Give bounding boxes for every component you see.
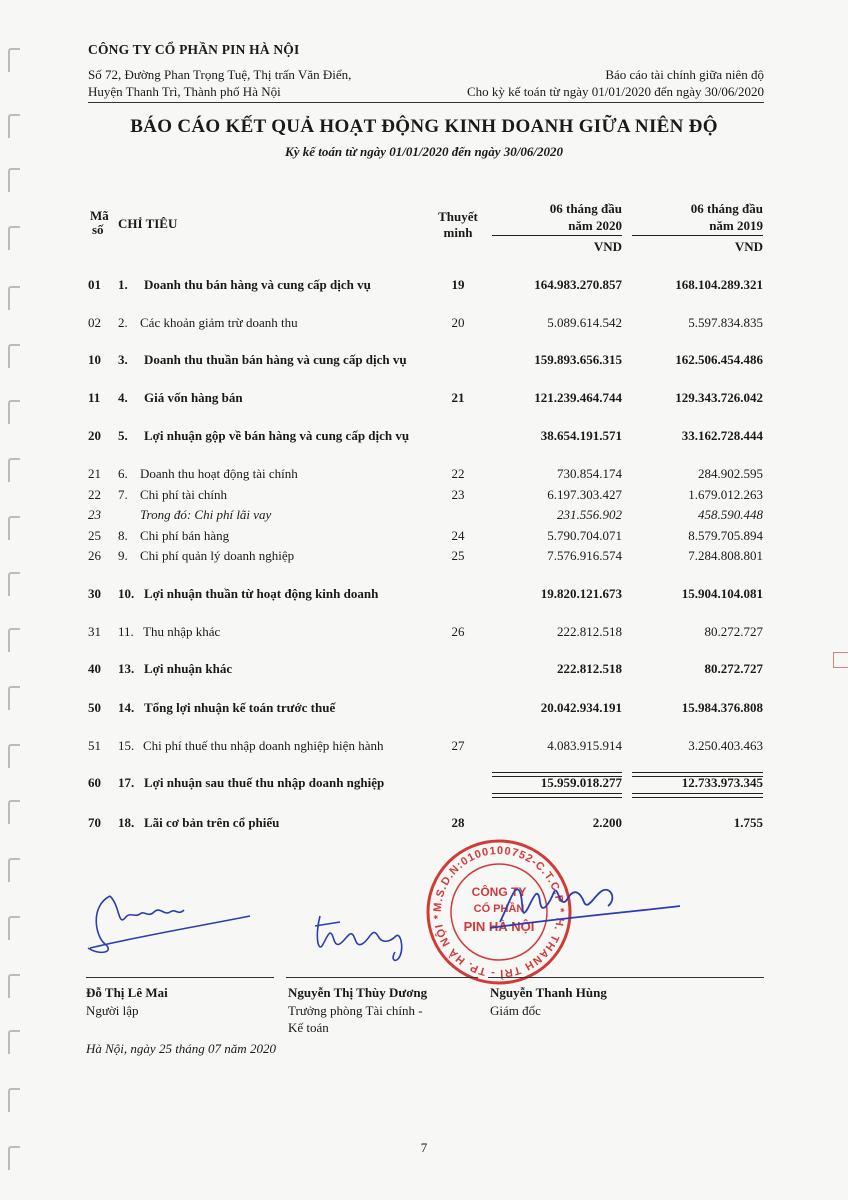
indicator-header: CHỈ TIÊU <box>118 216 178 231</box>
row-value-2020: 6.197.303.427 <box>547 487 622 502</box>
table-row <box>0 352 848 370</box>
row-number: 2. <box>118 315 128 330</box>
col-2019-header-l1: 06 tháng đầu <box>690 201 763 216</box>
table-row <box>0 390 848 408</box>
table-row <box>0 315 848 333</box>
row-number: 15. <box>118 738 135 753</box>
table-row <box>0 466 848 484</box>
row-label: Lợi nhuận gộp về bán hàng và cung cấp dịch vụ <box>144 428 410 443</box>
row-code: 11 <box>88 390 101 405</box>
col-2019-currency: VND <box>734 239 763 254</box>
row-number: 3. <box>118 352 128 367</box>
report-type: Báo cáo tài chính giữa niên độ <box>605 67 764 82</box>
row-value-2020: 164.983.270.857 <box>534 277 622 292</box>
total-rule-2020 <box>492 793 622 798</box>
row-number: 11. <box>118 624 134 639</box>
row-label: Trong đó: Chi phí lãi vay <box>140 507 272 522</box>
table-row <box>0 548 848 566</box>
row-code: 26 <box>88 548 101 563</box>
row-code: 22 <box>88 487 101 502</box>
row-value-2019: 168.104.289.321 <box>675 277 763 292</box>
note-header-l1: Thuyết <box>438 209 478 224</box>
col-2020-underline <box>492 235 622 236</box>
row-code: 23 <box>88 507 101 522</box>
row-value-2020: 4.083.915.914 <box>547 738 622 753</box>
stamp-line-2: CỔ PHẦN <box>473 903 525 915</box>
row-value-2019: 33.162.728.444 <box>681 428 763 443</box>
page-number: 7 <box>420 1140 428 1155</box>
row-value-2020: 5.790.704.071 <box>547 528 622 543</box>
row-label: Lãi cơ bản trên cổ phiếu <box>144 815 280 830</box>
code-header-l1: Mã <box>90 208 109 223</box>
row-code: 70 <box>88 815 101 830</box>
row-value-2019: 162.506.454.486 <box>675 352 763 367</box>
period-line: Cho kỳ kế toán từ ngày 01/01/2020 đến ngày 30/06/2020 <box>467 84 764 99</box>
row-code: 20 <box>88 428 101 443</box>
row-number: 7. <box>118 487 128 502</box>
row-label: Chi phí bán hàng <box>140 528 230 543</box>
director-sign-line <box>488 977 764 978</box>
row-value-2020: 7.576.916.574 <box>547 548 622 563</box>
row-note: 22 <box>451 466 465 481</box>
row-value-2019: 284.902.595 <box>698 466 763 481</box>
table-row <box>0 624 848 642</box>
row-label: Doanh thu hoạt động tài chính <box>140 466 298 481</box>
row-value-2019: 3.250.403.463 <box>688 738 763 753</box>
row-value-2019: 80.272.727 <box>704 661 763 676</box>
row-number: 13. <box>118 661 135 676</box>
row-label: Chi phí thuế thu nhập doanh nghiệp hiện hành <box>143 738 384 753</box>
stamp-line-3: PIN HÀ NỘI <box>463 919 535 934</box>
table-row <box>0 738 848 756</box>
row-label: Doanh thu thuần bán hàng và cung cấp dịch vụ <box>144 352 407 367</box>
table-row <box>0 277 848 295</box>
row-code: 21 <box>88 466 101 481</box>
company-name: CÔNG TY CỔ PHẦN PIN HÀ NỘI <box>88 42 300 57</box>
accountant-role-line-1: Trưởng phòng Tài chính - <box>288 1003 423 1018</box>
row-code: 31 <box>88 624 101 639</box>
col-2019-header-l2: năm 2019 <box>709 218 763 233</box>
row-value-2019: 129.343.726.042 <box>675 390 763 405</box>
accountant-sign-line <box>286 977 478 978</box>
row-code: 10 <box>88 352 101 367</box>
row-note: 19 <box>451 277 465 292</box>
row-value-2020: 5.089.614.542 <box>547 315 622 330</box>
row-value-2020: 159.893.656.315 <box>534 352 622 367</box>
page-title: BÁO CÁO KẾT QUẢ HOẠT ĐỘNG KINH DOANH GIỮA NIÊN ĐỘ <box>130 116 718 137</box>
table-row <box>0 586 848 604</box>
stamp-ring-text: M.S.D.N:0100100752-C.T.C.P * H. THANH TRÌ - TP. HÀ NỘI * <box>431 844 567 980</box>
row-number: 9. <box>118 548 128 563</box>
row-number: 17. <box>118 775 135 790</box>
table-row <box>0 428 848 446</box>
row-code: 60 <box>88 775 101 790</box>
director-role: Giám đốc <box>490 1003 541 1018</box>
col-2019-underline <box>632 235 763 236</box>
row-value-2019: 15.904.104.081 <box>681 586 763 601</box>
row-label: Lợi nhuận sau thuế thu nhập doanh nghiệp <box>144 775 385 790</box>
row-number: 1. <box>118 277 128 292</box>
row-label: Doanh thu bán hàng và cung cấp dịch vụ <box>144 277 371 292</box>
page-subtitle: Kỳ kế toán từ ngày 01/01/2020 đến ngày 30/06/2020 <box>285 144 563 159</box>
row-label: Thu nhập khác <box>143 624 221 639</box>
row-value-2019: 5.597.834.835 <box>688 315 763 330</box>
row-label: Giá vốn hàng bán <box>144 390 243 405</box>
row-note: 21 <box>451 390 465 405</box>
address-line-1: Số 72, Đường Phan Trọng Tuệ, Thị trấn Văn Điển, <box>88 67 352 82</box>
row-note: 23 <box>451 487 465 502</box>
preparer-sign-line <box>86 977 274 978</box>
note-header-l2: minh <box>443 225 473 240</box>
table-row <box>0 487 848 505</box>
row-code: 25 <box>88 528 101 543</box>
code-header-l2: số <box>92 222 104 237</box>
row-value-2020: 19.820.121.673 <box>540 586 622 601</box>
row-code: 01 <box>88 277 101 292</box>
row-code: 51 <box>88 738 101 753</box>
row-code: 40 <box>88 661 101 676</box>
place-date: Hà Nội, ngày 25 tháng 07 năm 2020 <box>86 1041 276 1056</box>
address-line-2: Huyện Thanh Trì, Thành phố Hà Nội <box>88 84 281 99</box>
row-label: Các khoản giảm trừ doanh thu <box>140 315 298 330</box>
row-label: Lợi nhuận thuần từ hoạt động kinh doanh <box>144 586 379 601</box>
row-label: Tổng lợi nhuận kế toán trước thuế <box>144 700 336 715</box>
preparer-signature <box>80 876 260 966</box>
row-value-2019: 12.733.973.345 <box>681 775 763 790</box>
row-number: 4. <box>118 390 128 405</box>
stamp-line-1: CÔNG TY <box>471 885 527 899</box>
table-row <box>0 775 848 793</box>
adjacent-page-mark <box>833 652 848 668</box>
row-value-2019: 8.579.705.894 <box>688 528 763 543</box>
row-value-2020: 231.556.902 <box>557 507 622 522</box>
row-value-2019: 1.679.012.263 <box>688 487 763 502</box>
row-note: 27 <box>451 738 465 753</box>
col-2020-header-l2: năm 2020 <box>568 218 622 233</box>
row-value-2019: 15.984.376.808 <box>681 700 763 715</box>
table-row <box>0 528 848 546</box>
col-2020-currency: VND <box>593 239 622 254</box>
row-note: 25 <box>451 548 465 563</box>
row-number: 10. <box>118 586 135 601</box>
row-value-2019: 80.272.727 <box>704 624 763 639</box>
preparer-name: Đỗ Thị Lê Mai <box>86 985 168 1000</box>
accountant-signature <box>300 896 440 966</box>
row-value-2019: 458.590.448 <box>698 507 763 522</box>
director-signature <box>480 862 700 942</box>
row-number: 6. <box>118 466 128 481</box>
accountant-role-line-2: Kế toán <box>288 1020 329 1035</box>
director-name: Nguyễn Thanh Hùng <box>490 985 607 1000</box>
row-code: 50 <box>88 700 101 715</box>
row-value-2019: 1.755 <box>733 815 763 830</box>
row-number: 18. <box>118 815 135 830</box>
row-note: 26 <box>451 624 465 639</box>
row-label: Chi phí tài chính <box>140 487 228 502</box>
row-value-2020: 222.812.518 <box>557 661 622 676</box>
row-note: 20 <box>451 315 465 330</box>
header-divider <box>88 102 764 103</box>
row-value-2020: 121.239.464.744 <box>534 390 622 405</box>
preparer-role: Người lập <box>86 1003 139 1018</box>
row-value-2020: 38.654.191.571 <box>540 428 622 443</box>
row-note: 24 <box>451 528 465 543</box>
row-value-2020: 2.200 <box>592 815 622 830</box>
row-note: 28 <box>451 815 465 830</box>
row-value-2020: 20.042.934.191 <box>540 700 622 715</box>
row-number: 5. <box>118 428 128 443</box>
row-label: Lợi nhuận khác <box>144 661 233 676</box>
total-rule-2019 <box>632 793 763 798</box>
row-label: Chi phí quản lý doanh nghiệp <box>140 548 295 563</box>
row-code: 02 <box>88 315 101 330</box>
row-value-2020: 222.812.518 <box>557 624 622 639</box>
table-row <box>0 700 848 718</box>
row-code: 30 <box>88 586 101 601</box>
row-number: 8. <box>118 528 128 543</box>
table-row <box>0 507 848 525</box>
row-value-2020: 15.959.018.277 <box>540 775 622 790</box>
accountant-name: Nguyễn Thị Thùy Dương <box>288 985 428 1000</box>
row-number: 14. <box>118 700 135 715</box>
table-row <box>0 661 848 679</box>
row-value-2019: 7.284.808.801 <box>688 548 763 563</box>
table-row <box>0 815 848 833</box>
row-value-2020: 730.854.174 <box>557 466 622 481</box>
col-2020-header-l1: 06 tháng đầu <box>549 201 622 216</box>
